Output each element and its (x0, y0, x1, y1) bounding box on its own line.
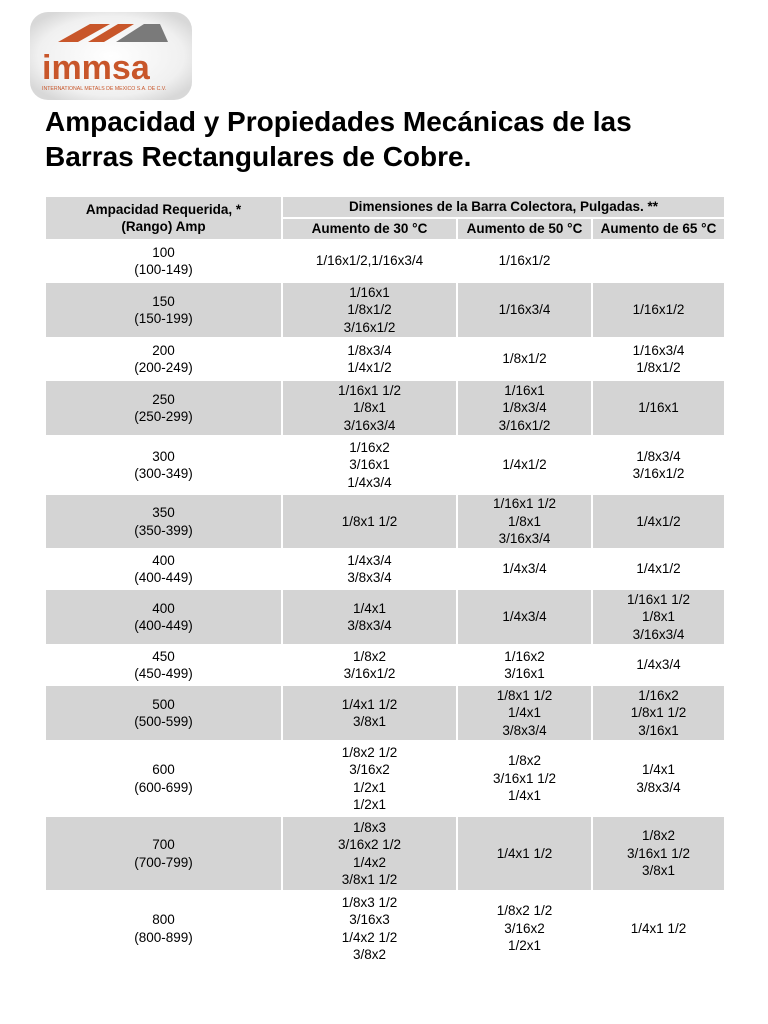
dimension-value: 1/2x1 (352, 779, 387, 795)
ampacity-value: 200 (152, 342, 175, 358)
ampacity-range: (300-349) (134, 466, 193, 481)
dimension-value: 3/16x3/4 (632, 626, 685, 642)
cell-ampacity (45, 685, 282, 741)
dimension-value: 1/16x3/4 (632, 342, 685, 358)
dimension-value: 1/16x3/4 (498, 302, 551, 318)
cell-ampacity (45, 380, 282, 436)
dimension-value: 3/8x1 (641, 863, 676, 879)
ampacity-value: 100 (152, 244, 175, 260)
dimension-value: 1/8x1 (641, 609, 676, 625)
dimension-value: 1/16x1 (638, 400, 679, 416)
header-rise-30: Aumento de 30 °C (282, 218, 457, 240)
ampacity-range: (100-149) (134, 262, 193, 277)
dimension-value: 1/8x1/2 (347, 302, 392, 318)
cell-dimensions-30 (282, 685, 457, 741)
dimension-value: 1/4x2 1/2 (341, 929, 398, 945)
dimension-value: 1/16x1 1/2 (492, 496, 557, 512)
dimension-value: 3/8x1 (352, 714, 387, 729)
cell-dimensions-30 (282, 494, 457, 549)
table-row (45, 240, 725, 282)
table-row (45, 891, 725, 966)
ampacity-value: 400 (152, 600, 175, 616)
cell-ampacity (45, 240, 282, 282)
dimension-value: 1/16x1 1/2 (337, 382, 402, 398)
header-rise-65: Aumento de 65 °C (592, 218, 725, 240)
dimension-value: 1/8x2 (641, 828, 676, 844)
dimension-value: 1/4x1/2 (636, 561, 681, 577)
dimension-value: 1/8x1 1/2 (496, 687, 553, 703)
dimension-value: 1/4x1 (507, 788, 542, 804)
cell-dimensions-65 (592, 816, 725, 891)
cell-dimensions-50 (457, 741, 592, 816)
cell-dimensions-50 (457, 685, 592, 741)
ampacity-value: 150 (152, 293, 175, 309)
cell-dimensions-50 (457, 338, 592, 380)
dimension-value: 1/8x1 (352, 400, 387, 416)
dimension-value: 1/4x1 (507, 705, 542, 721)
dimension-value: 1/8x2 (507, 753, 542, 769)
dimension-value: 3/16x1 (349, 457, 390, 473)
cell-dimensions-65 (592, 240, 725, 282)
cell-dimensions-50 (457, 645, 592, 685)
ampacity-value: 800 (152, 912, 175, 927)
dimension-value: 3/16x2 (349, 762, 390, 777)
ampacity-value: 600 (152, 762, 175, 777)
cell-dimensions-30 (282, 816, 457, 891)
table-row (45, 645, 725, 685)
dimension-value: 3/8x3/4 (347, 570, 392, 585)
ampacity-range: (400-449) (134, 618, 193, 633)
table-row (45, 549, 725, 589)
dimension-value: 3/16x1 1/2 (626, 845, 691, 861)
dimension-value: 1/4x1 1/2 (496, 845, 553, 861)
dimension-value: 1/16x1/2 (632, 302, 685, 318)
dimension-value: 1/8x3/4 (636, 448, 681, 464)
cell-dimensions-65 (592, 282, 725, 338)
dimension-value: 3/8x1 1/2 (341, 872, 398, 887)
cell-ampacity (45, 891, 282, 966)
dimension-value: 1/4x1 1/2 (630, 920, 687, 936)
cell-dimensions-65 (592, 645, 725, 685)
table-row (45, 685, 725, 741)
cell-dimensions-50 (457, 549, 592, 589)
table-body (45, 240, 725, 966)
ampacity-value: 500 (152, 696, 175, 712)
cell-dimensions-30 (282, 645, 457, 685)
cell-dimensions-50 (457, 494, 592, 549)
cell-dimensions-50 (457, 380, 592, 436)
dimension-value: 1/4x1/2 (347, 360, 392, 375)
dimension-value: 3/16x1/2 (343, 319, 396, 335)
dimension-value: 3/16x1 (504, 666, 545, 681)
dimension-value: 1/16x1 (349, 284, 390, 300)
dimension-value: 1/16x1/2,1/16x3/4 (315, 253, 424, 269)
dimension-value: 1/8x1/2 (636, 360, 681, 375)
dimension-value: 1/8x1 1/2 (630, 705, 687, 721)
dimension-value: 3/16x3/4 (343, 417, 396, 433)
dimension-value: 1/16x1/2 (498, 253, 551, 269)
dimension-value: 3/16x2 (504, 920, 545, 936)
dimension-value: 1/16x2 (638, 687, 679, 703)
dimension-value: 3/16x1 1/2 (492, 770, 557, 786)
dimension-value: 3/16x1 (638, 722, 679, 738)
dimension-value: 1/16x1 (504, 382, 545, 398)
cell-dimensions-65 (592, 589, 725, 645)
dimension-value: 1/8x3/4 (347, 342, 392, 358)
cell-ampacity (45, 282, 282, 338)
ampacity-range: (500-599) (134, 714, 193, 729)
table-row (45, 436, 725, 494)
ampacity-range: (800-899) (134, 929, 193, 945)
company-logo (30, 12, 192, 100)
dimension-value: 1/4x3/4 (347, 474, 392, 490)
dimension-value: 1/4x3/4 (636, 657, 681, 673)
dimension-value: 3/16x1/2 (343, 666, 396, 681)
cell-ampacity (45, 816, 282, 891)
dimension-value: 1/16x2 (504, 648, 545, 664)
dimension-value: 3/16x2 1/2 (337, 837, 402, 852)
table-row (45, 494, 725, 549)
ampacity-range: (450-499) (134, 666, 193, 681)
ampacity-value: 350 (152, 505, 175, 520)
cell-ampacity (45, 589, 282, 645)
dimension-value: 1/4x1/2 (636, 513, 681, 529)
title-line-2: Barras Rectangulares de Cobre. (45, 141, 472, 172)
dimension-value: 1/4x1 (641, 762, 676, 777)
cell-dimensions-50 (457, 589, 592, 645)
cell-dimensions-30 (282, 741, 457, 816)
cell-dimensions-65 (592, 494, 725, 549)
dimension-value: 3/8x3/4 (502, 722, 547, 738)
dimension-value: 1/8x3 (352, 819, 387, 835)
cell-dimensions-65 (592, 891, 725, 966)
logo-graphic (30, 12, 192, 100)
dimension-value: 1/16x1 1/2 (626, 591, 691, 607)
dimension-value: 3/8x3/4 (347, 618, 392, 633)
ampacity-range: (600-699) (134, 779, 193, 795)
cell-ampacity (45, 436, 282, 494)
ampacity-range: (400-449) (134, 570, 193, 585)
cell-dimensions-50 (457, 282, 592, 338)
cell-dimensions-65 (592, 741, 725, 816)
dimension-value: 1/2x1 (507, 938, 542, 954)
table-row (45, 589, 725, 645)
title-line-1: Ampacidad y Propiedades Mecánicas de las (45, 106, 632, 137)
cell-dimensions-30 (282, 549, 457, 589)
cell-ampacity (45, 494, 282, 549)
ampacity-range: (250-299) (134, 409, 193, 424)
cell-ampacity (45, 645, 282, 685)
ampacity-value: 450 (152, 648, 175, 664)
dimension-value: 1/8x2 1/2 (496, 903, 553, 919)
header-ampacity: Ampacidad Requerida, * (Rango) Amp (45, 196, 282, 240)
dimension-value: 1/8x3/4 (502, 400, 547, 416)
cell-dimensions-50 (457, 816, 592, 891)
dimension-value: 1/4x1 (352, 600, 387, 616)
cell-dimensions-30 (282, 891, 457, 966)
cell-dimensions-30 (282, 338, 457, 380)
dimension-value: 3/16x3 (349, 912, 390, 927)
header-dimensions: Dimensiones de la Barra Colectora, Pulgadas. ** (282, 196, 725, 218)
cell-dimensions-65 (592, 380, 725, 436)
dimension-value: 1/4x1 1/2 (341, 696, 398, 712)
dimension-value: 1/8x2 (352, 648, 387, 664)
cell-ampacity (45, 338, 282, 380)
page-title (45, 104, 745, 174)
dimension-value: 3/16x1/2 (498, 417, 551, 433)
dimension-value: 1/4x3/4 (502, 609, 547, 625)
cell-dimensions-50 (457, 891, 592, 966)
ampacity-value: 700 (152, 837, 175, 852)
cell-ampacity (45, 549, 282, 589)
ampacity-range: (200-249) (134, 360, 193, 375)
cell-dimensions-30 (282, 282, 457, 338)
ampacity-value: 400 (152, 552, 175, 568)
ampacity-value: 250 (152, 391, 175, 407)
dimension-value: 1/16x2 (349, 439, 390, 455)
ampacity-range: (150-199) (134, 311, 193, 326)
table-row (45, 816, 725, 891)
cell-dimensions-30 (282, 589, 457, 645)
dimension-value: 1/8x1 (507, 513, 542, 529)
dimension-value: 1/8x3 1/2 (341, 894, 398, 910)
cell-dimensions-65 (592, 685, 725, 741)
ampacity-value: 300 (152, 448, 175, 464)
dimension-value: 1/8x1/2 (502, 351, 547, 367)
ampacity-table (44, 195, 726, 967)
cell-dimensions-50 (457, 436, 592, 494)
dimension-value: 1/4x3/4 (347, 552, 392, 568)
cell-ampacity (45, 741, 282, 816)
table-row (45, 282, 725, 338)
dimension-value: 3/8x3/4 (636, 779, 681, 795)
dimension-value: 1/4x3/4 (502, 561, 547, 577)
dimension-value: 1/8x2 1/2 (341, 744, 398, 760)
cell-dimensions-30 (282, 380, 457, 436)
cell-dimensions-65 (592, 436, 725, 494)
cell-dimensions-50 (457, 240, 592, 282)
cell-dimensions-30 (282, 436, 457, 494)
dimension-value: 1/8x1 1/2 (341, 513, 398, 529)
table-row (45, 741, 725, 816)
ampacity-range: (350-399) (134, 522, 193, 538)
dimension-value: 3/16x3/4 (498, 531, 551, 547)
cell-dimensions-65 (592, 338, 725, 380)
table-row (45, 338, 725, 380)
header-rise-50: Aumento de 50 °C (457, 218, 592, 240)
logo-wordmark: immsa (42, 49, 150, 87)
cell-dimensions-65 (592, 549, 725, 589)
cell-dimensions-30 (282, 240, 457, 282)
table-row (45, 380, 725, 436)
dimension-value: 1/4x2 (352, 854, 387, 870)
dimension-value: 1/4x1/2 (502, 457, 547, 473)
dimension-value: 1/2x1 (352, 797, 387, 812)
dimension-value: 3/16x1/2 (632, 466, 685, 481)
ampacity-range: (700-799) (134, 854, 193, 870)
dimension-value: 3/8x2 (352, 947, 387, 962)
logo-subtext: INTERNATIONAL METALS DE MEXICO S.A. DE C.V. (42, 86, 167, 92)
